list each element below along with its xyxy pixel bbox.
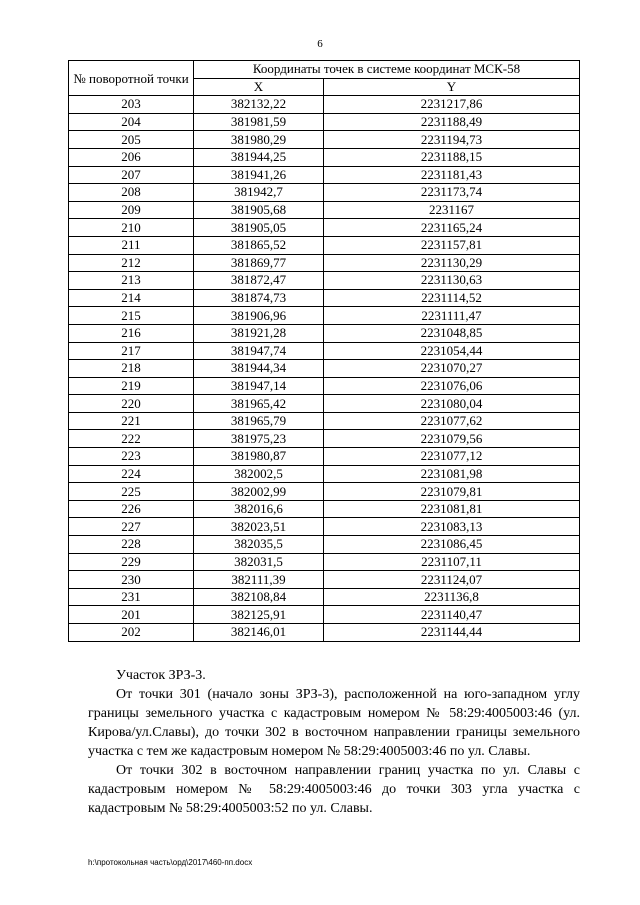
point-number-cell: 224 [69,465,194,483]
x-coordinate-cell: 381981,59 [194,113,324,131]
table-row [69,289,580,307]
point-number-cell: 216 [69,324,194,342]
y-coordinate-cell: 2231048,85 [324,324,580,342]
table-row [69,254,580,272]
x-coordinate-cell: 381980,29 [194,131,324,149]
text-block [88,666,580,818]
point-number-cell: 203 [69,96,194,114]
header-y: Y [324,78,580,96]
header-x: X [194,78,324,96]
table-row [69,307,580,325]
x-coordinate-cell: 381965,42 [194,395,324,413]
y-coordinate-cell: 2231194,73 [324,131,580,149]
point-number-cell: 201 [69,606,194,624]
x-coordinate-cell: 381869,77 [194,254,324,272]
x-coordinate-cell: 382146,01 [194,624,324,642]
y-coordinate-cell: 2231136,8 [324,588,580,606]
table-row [69,342,580,360]
y-coordinate-cell: 2231217,86 [324,96,580,114]
page-number: 6 [317,38,323,50]
table-row [69,324,580,342]
table-row [69,96,580,114]
point-number-cell: 231 [69,588,194,606]
x-coordinate-cell: 381947,74 [194,342,324,360]
table-row [69,571,580,589]
table-row [69,553,580,571]
header-point-number: № поворотной точки [69,61,194,96]
y-coordinate-cell: 2231077,12 [324,448,580,466]
x-coordinate-cell: 382035,5 [194,536,324,554]
x-coordinate-cell: 381865,52 [194,236,324,254]
x-coordinate-cell: 382132,22 [194,96,324,114]
table-row [69,606,580,624]
table-row [69,465,580,483]
x-coordinate-cell: 381905,05 [194,219,324,237]
y-coordinate-cell: 2231080,04 [324,395,580,413]
y-coordinate-cell: 2231165,24 [324,219,580,237]
table-row [69,395,580,413]
paragraph-1: От точки 301 (начало зоны ЗРЗ-3), расположенной на юго-западном углу границы земельного участка с кадастровым номером № 58:29:4005003:46 (ул. Кирова/ул.Славы), до точки 302 в восточном направлении границы земельного участка с тем же кадастровым номером № 58:29:4005003:46 по ул. Славы. [88,687,580,759]
table-row [69,166,580,184]
y-coordinate-cell: 2231144,44 [324,624,580,642]
x-coordinate-cell: 381874,73 [194,289,324,307]
table-row [69,588,580,606]
table-row [69,483,580,501]
y-coordinate-cell: 2231140,47 [324,606,580,624]
point-number-cell: 217 [69,342,194,360]
point-number-cell: 206 [69,148,194,166]
point-number-cell: 208 [69,184,194,202]
y-coordinate-cell: 2231130,63 [324,272,580,290]
point-number-cell: 228 [69,536,194,554]
y-coordinate-cell: 2231124,07 [324,571,580,589]
point-number-cell: 207 [69,166,194,184]
section-heading: Участок ЗРЗ-3. [116,668,206,683]
table-row [69,148,580,166]
point-number-cell: 202 [69,624,194,642]
table-row [69,500,580,518]
table-row [69,377,580,395]
coordinates-table [68,60,580,642]
paragraph-2: От точки 302 в восточном направлении границ участка по ул. Славы с кадастровым номером № 58:29:4005003:46 до точки 303 угла участка с кадастровым № 58:29:4005003:52 по ул. Славы. [88,763,580,816]
table-row [69,272,580,290]
point-number-cell: 230 [69,571,194,589]
point-number-cell: 213 [69,272,194,290]
y-coordinate-cell: 2231157,81 [324,236,580,254]
table-row [69,113,580,131]
header-coordinates: Координаты точек в системе координат МСК-58 [194,61,580,79]
point-number-cell: 209 [69,201,194,219]
x-coordinate-cell: 382002,99 [194,483,324,501]
point-number-cell: 210 [69,219,194,237]
point-number-cell: 204 [69,113,194,131]
x-coordinate-cell: 381906,96 [194,307,324,325]
x-coordinate-cell: 382016,6 [194,500,324,518]
table-row [69,360,580,378]
point-number-cell: 218 [69,360,194,378]
table-row [69,131,580,149]
y-coordinate-cell: 2231081,98 [324,465,580,483]
x-coordinate-cell: 382125,91 [194,606,324,624]
point-number-cell: 222 [69,430,194,448]
point-number-cell: 211 [69,236,194,254]
y-coordinate-cell: 2231083,13 [324,518,580,536]
x-coordinate-cell: 381975,23 [194,430,324,448]
y-coordinate-cell: 2231079,56 [324,430,580,448]
y-coordinate-cell: 2231107,11 [324,553,580,571]
y-coordinate-cell: 2231181,43 [324,166,580,184]
point-number-cell: 220 [69,395,194,413]
table-row [69,412,580,430]
table-row [69,430,580,448]
x-coordinate-cell: 381944,25 [194,148,324,166]
x-coordinate-cell: 382023,51 [194,518,324,536]
y-coordinate-cell: 2231076,06 [324,377,580,395]
x-coordinate-cell: 381965,79 [194,412,324,430]
x-coordinate-cell: 381905,68 [194,201,324,219]
x-coordinate-cell: 381980,87 [194,448,324,466]
point-number-cell: 223 [69,448,194,466]
x-coordinate-cell: 381942,7 [194,184,324,202]
table-row [69,518,580,536]
point-number-cell: 229 [69,553,194,571]
y-coordinate-cell: 2231086,45 [324,536,580,554]
y-coordinate-cell: 2231054,44 [324,342,580,360]
table-row [69,201,580,219]
table-row [69,184,580,202]
x-coordinate-cell: 381947,14 [194,377,324,395]
table-body [69,96,580,641]
y-coordinate-cell: 2231070,27 [324,360,580,378]
table-row [69,236,580,254]
point-number-cell: 219 [69,377,194,395]
table-row [69,448,580,466]
y-coordinate-cell: 2231188,49 [324,113,580,131]
point-number-cell: 212 [69,254,194,272]
file-path-footer: h:\протокольная часть\орд\2017\460-пп.docx [88,858,253,867]
x-coordinate-cell: 382031,5 [194,553,324,571]
x-coordinate-cell: 381921,28 [194,324,324,342]
point-number-cell: 214 [69,289,194,307]
point-number-cell: 227 [69,518,194,536]
y-coordinate-cell: 2231188,15 [324,148,580,166]
y-coordinate-cell: 2231167 [324,201,580,219]
y-coordinate-cell: 2231111,47 [324,307,580,325]
y-coordinate-cell: 2231081,81 [324,500,580,518]
x-coordinate-cell: 382108,84 [194,588,324,606]
x-coordinate-cell: 381941,26 [194,166,324,184]
x-coordinate-cell: 382002,5 [194,465,324,483]
point-number-cell: 221 [69,412,194,430]
y-coordinate-cell: 2231130,29 [324,254,580,272]
y-coordinate-cell: 2231077,62 [324,412,580,430]
table-row [69,624,580,642]
point-number-cell: 226 [69,500,194,518]
y-coordinate-cell: 2231114,52 [324,289,580,307]
point-number-cell: 215 [69,307,194,325]
point-number-cell: 205 [69,131,194,149]
table-row [69,219,580,237]
y-coordinate-cell: 2231079,81 [324,483,580,501]
x-coordinate-cell: 381944,34 [194,360,324,378]
x-coordinate-cell: 381872,47 [194,272,324,290]
point-number-cell: 225 [69,483,194,501]
x-coordinate-cell: 382111,39 [194,571,324,589]
table-row [69,536,580,554]
y-coordinate-cell: 2231173,74 [324,184,580,202]
